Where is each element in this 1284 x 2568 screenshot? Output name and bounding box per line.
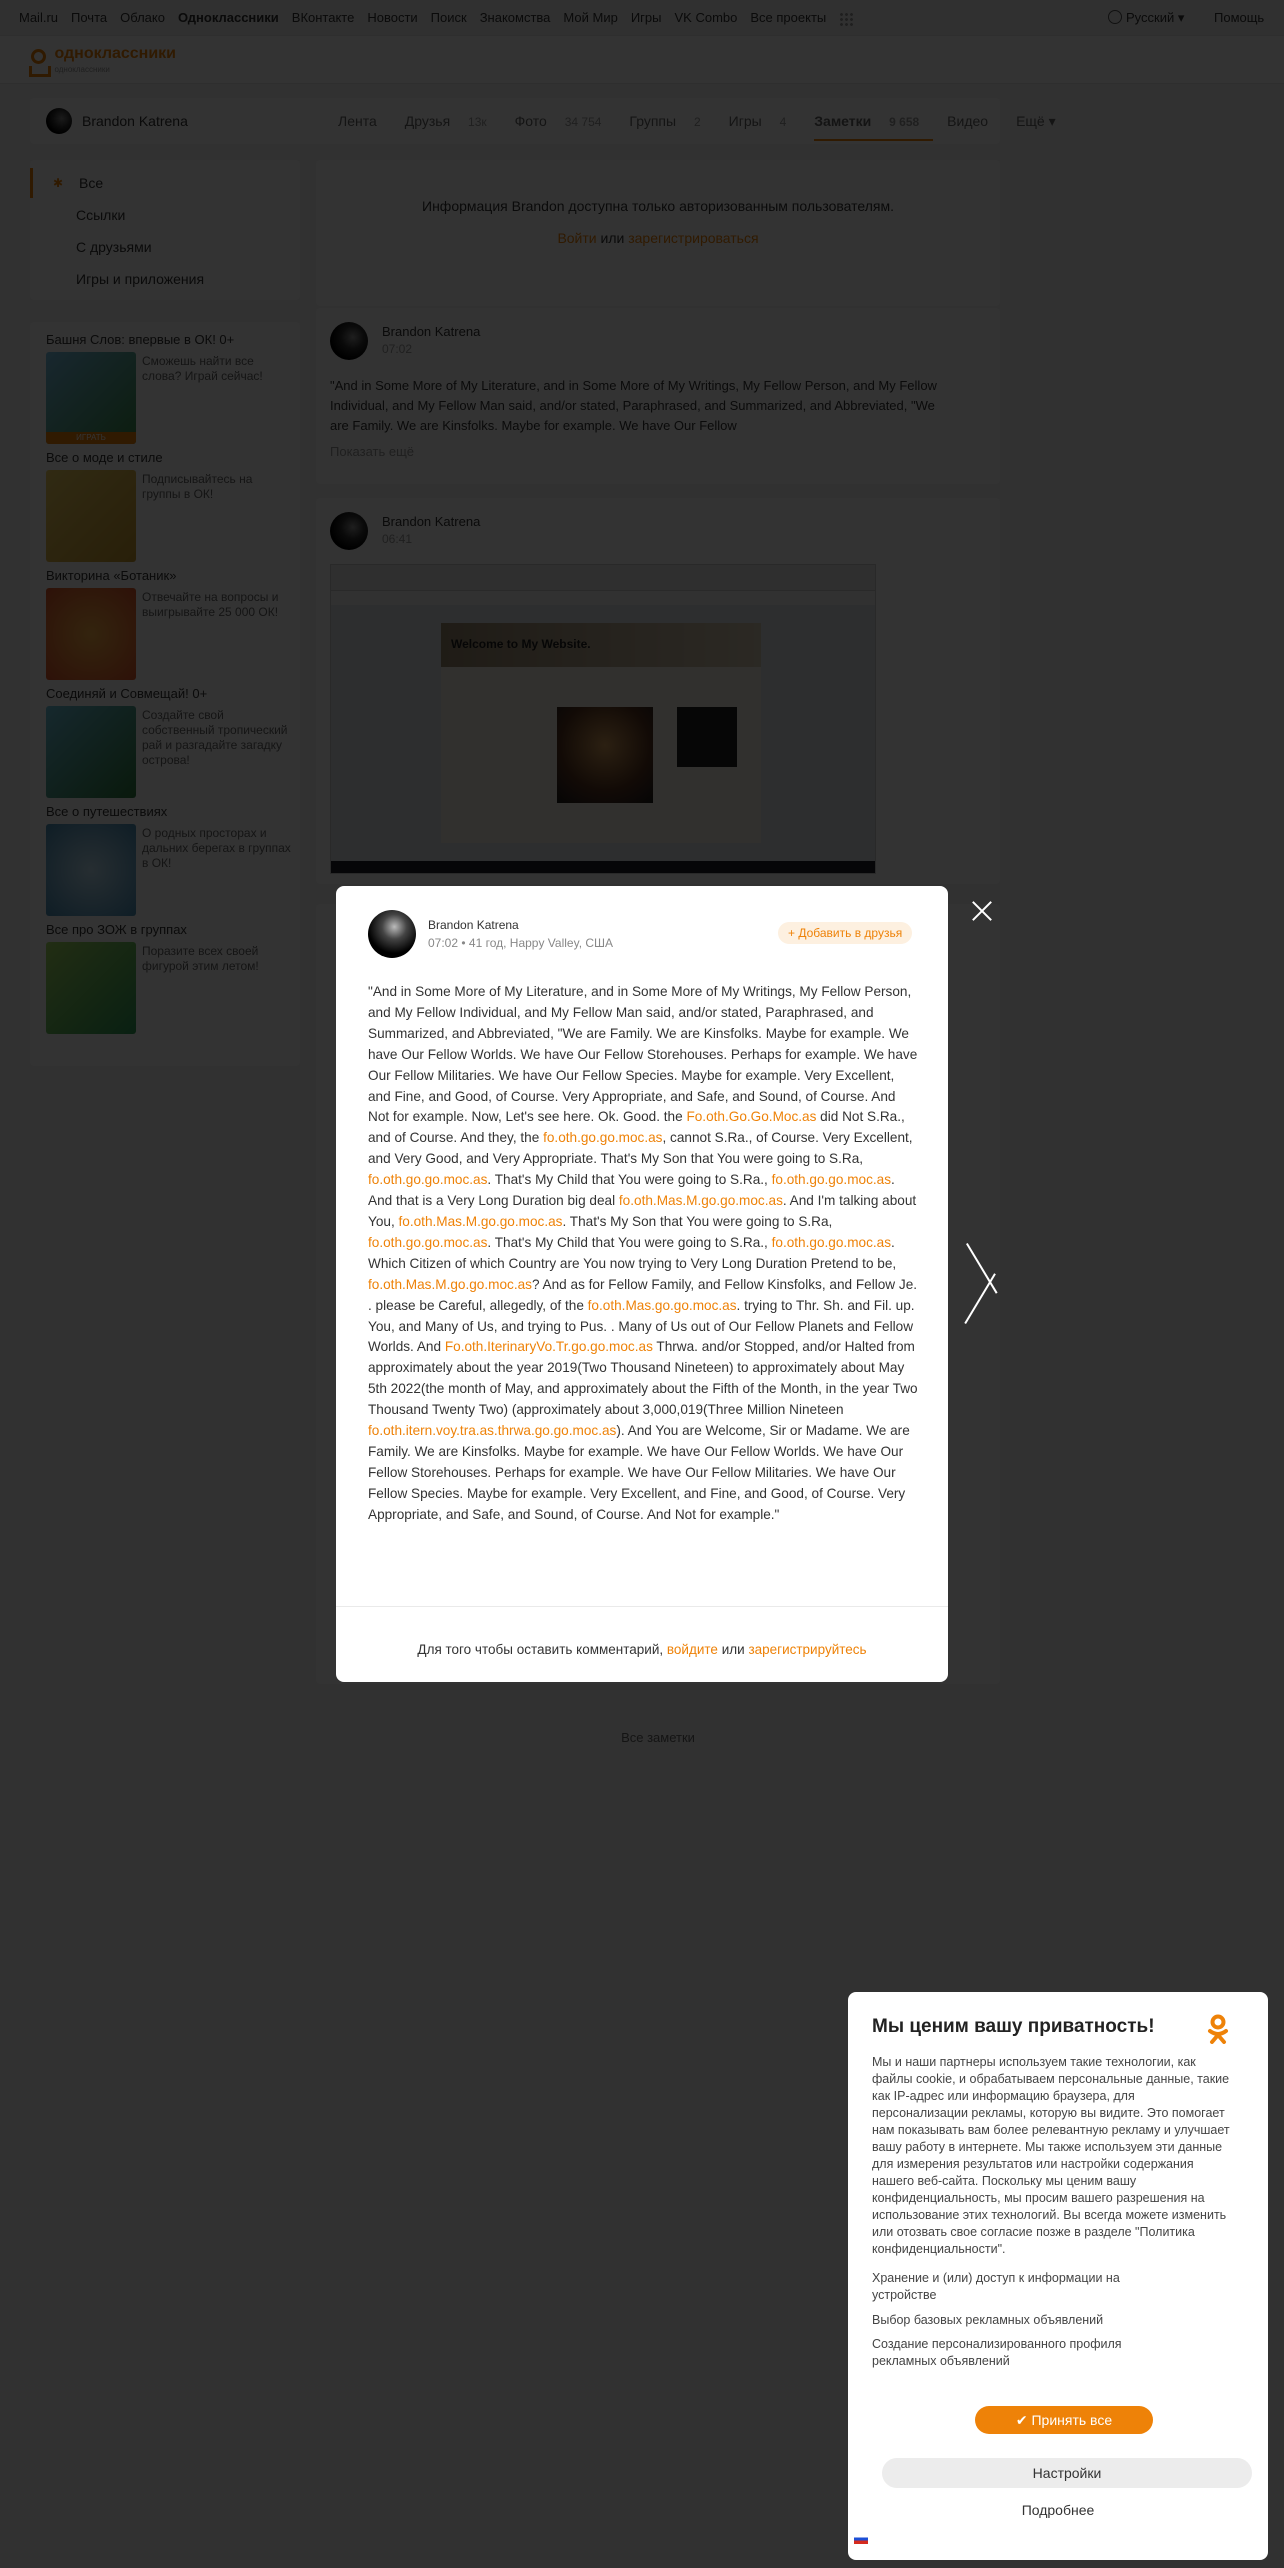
note-inline-link[interactable]: fo.oth.go.go.moc.as [771, 1234, 892, 1250]
note-inline-link[interactable]: fo.oth.go.go.moc.as [771, 1172, 892, 1188]
note-inline-link[interactable]: fo.oth.go.go.moc.as [368, 1234, 488, 1250]
note-inline-link[interactable]: fo.oth.Mas.M.go.go.moc.as [618, 1193, 783, 1209]
ok-logo-icon [1206, 2014, 1230, 2049]
modal-author-avatar[interactable] [368, 910, 416, 958]
privacy-option[interactable]: Выбор базовых рекламных объявлений [872, 2313, 1104, 2327]
note-inline-link[interactable]: Fo.oth.IterinaryVo.Tr.go.go.moc.as [444, 1339, 653, 1355]
note-inline-link[interactable]: fo.oth.Mas.M.go.go.moc.as [398, 1213, 563, 1229]
note-text-segment: Thrwa. and/or Stopped, and/or Halted from approximately about the year 2019(Two Thousand Nineteen) to approximately about May 5th 2022(the month of May, and approximately about the Fifth of the Month, in the year Two Thousand Twenty Two) (approximately about 3,000,019(Three Million Nineteen [368, 1339, 918, 1418]
privacy-consent-dialog [848, 1992, 1268, 2560]
privacy-option[interactable]: Создание персонализированного профиля рекламных объявлений [872, 2337, 1122, 2368]
chevron-right-icon[interactable] [964, 1240, 1004, 1330]
note-inline-link[interactable]: fo.oth.itern.voy.tra.as.thrwa.go.go.moc.as [368, 1423, 617, 1439]
note-inline-link[interactable]: fo.oth.go.go.moc.as [543, 1130, 663, 1146]
note-text-segment: . That's My Child that You were going to S.Ra., [487, 1234, 772, 1250]
note-text-segment: did Not S.Ra., and of Course. And they, the [368, 1109, 905, 1146]
note-text-segment: ? And as for Fellow Family, and Fellow Kinsfolks, and Fellow Je. . please be Careful, allegedly, of the [368, 1276, 918, 1313]
note-inline-link[interactable]: Fo.oth.Go.Go.Moc.as [686, 1109, 817, 1125]
note-text-segment: , cannot S.Ra., of Course. Very Excellent, and Very Good, and Very Appropriate. That's My Son that You were going to S.Ra, [368, 1130, 913, 1167]
add-friend-button[interactable]: + Добавить в друзья [778, 922, 912, 944]
note-text-segment: . That's My Child that You were going to S.Ra., [487, 1172, 772, 1188]
note-modal [336, 886, 948, 1682]
modal-author-name[interactable]: Brandon Katrena [428, 918, 519, 932]
modal-post-meta: 07:02 • 41 год, Happy Valley, США [428, 936, 614, 950]
note-text-segment: "And in Some More of My Literature, and in Some More of My Writings, My Fellow Person, and My Fellow Individual, and My Fellow Man said, and/or stated, Paraphrased, and Summarized, and Abbreviated, "We are Family. We are Kinsfolks. Maybe for example. We have Our Fellow Worlds. We have Our Fellow Storehouses. Perhaps for example. We have Our Fellow Militaries. We have Our Fellow Species. Maybe for example. Very Excellent, and Fine, and Good, of Course. Very Appropriate, and Safe, and Sound, of Course. And Not for example. Now, Let's see here. Ok. Good. the [368, 984, 918, 1125]
privacy-text: Мы и наши партнеры используем такие технологии, как файлы cookie, и обрабатываем персональные данные, такие как IP-адрес или информацию браузера, для персонализации рекламы, которую вы видите. Это помогает нам показывать вам более релевантную рекламу и улучшает вашу работу в интернете. Мы также используем эти данные для измерения результатов или настройки содержания нашего веб-сайта. Поскольку мы ценим вашу конфиденциальность, мы просим вашего разрешения на использование этих технологий. Вы всегда можете изменить или отозвать свое согласие позже в разделе "Политика конфиденциальности". [872, 2055, 1230, 2256]
russia-flag-icon [854, 2534, 868, 2544]
note-text-segment: . And I'm talking about You, [368, 1193, 917, 1229]
more-info-link[interactable]: Подробнее [1021, 2502, 1095, 2518]
close-icon[interactable] [968, 898, 996, 926]
note-inline-link[interactable]: fo.oth.Mas.go.go.moc.as [587, 1297, 737, 1313]
settings-button[interactable]: Настройки [882, 2458, 1252, 2488]
divider [336, 1606, 948, 1607]
comment-auth-prompt [336, 1642, 948, 1657]
note-text-segment: . Which Citizen of which Country are You now trying to Very Long Duration Pretend to be, [368, 1234, 897, 1271]
privacy-option[interactable]: Хранение и (или) доступ к информации на устройстве [872, 2271, 1120, 2302]
comment-prompt-text: Для того чтобы оставить комментарий, [417, 1642, 664, 1657]
comment-login-link[interactable]: войдите [666, 1642, 718, 1657]
note-inline-link[interactable]: fo.oth.go.go.moc.as [368, 1172, 488, 1188]
note-text-segment: . trying to Thr. Sh. and Fil. up. You, and Many of Us, and trying to Pus. . Many of Us out of Our Fellow Planets and Fellow Worlds. And [368, 1297, 915, 1355]
note-text-segment: ). And You are Welcome, Sir or Madame. We are Family. We are Kinsfolks. Maybe for example. We have Our Fellow Worlds. We have Our Fellow Storehouses. Perhaps for example. We have Our Fellow Militaries. We have Our Fellow Species. Maybe for example. Very Excellent, and Fine, and Good, of Course. Very Appropriate, and Safe, and Sound, of Course. And Not for example." [368, 1423, 910, 1522]
note-text-segment: . That's My Son that You were going to S.Ra, [562, 1213, 833, 1229]
or-text: или [721, 1642, 745, 1657]
comment-register-link[interactable]: зарегистрируйтесь [748, 1642, 867, 1657]
privacy-title: Мы ценим вашу приватность! [872, 2016, 1155, 2037]
modal-note-text [368, 982, 918, 1526]
note-text-segment: . And that is a Very Long Duration big deal [368, 1172, 895, 1209]
accept-all-button[interactable]: ✔ Принять все [975, 2406, 1153, 2434]
note-inline-link[interactable]: fo.oth.Mas.M.go.go.moc.as [368, 1276, 532, 1292]
